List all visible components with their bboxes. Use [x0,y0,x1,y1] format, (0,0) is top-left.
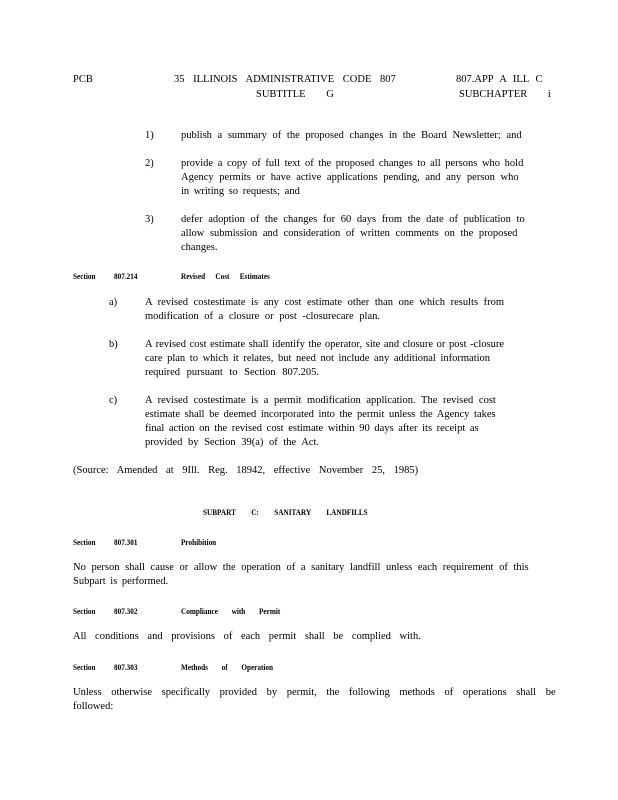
list-item-number: 3) [145,214,154,225]
list-item-text: estimate shall be deemed incorporated into the permit unless the Agency takes [145,409,496,420]
list-item-letter: c) [109,395,118,406]
section-label: Section [73,271,96,281]
list-item-text: Agency permits or have active applications pending, and any person who [181,172,519,183]
body-line: All conditions and provisions of each permit shall be complied with. [73,631,421,642]
subpart-heading: SUBPART C: SANITARY LANDFILLS [203,507,368,517]
list-item-text: changes. [181,242,218,253]
list-item-text: allow submission and consideration of written comments on the proposed [181,228,518,239]
body-line: No person shall cause or allow the operation of a sanitary landfill unless each requirement of this [73,562,529,573]
section-title: Revised Cost Estimates [181,271,270,281]
source-note: (Source: Amended at 9Ill. Reg. 18942, effective November 25, 1985) [73,465,419,476]
list-item-text: A revised cost estimate shall identify the operator, site and closure or post -closure [145,339,504,350]
list-item-letter: a) [109,297,118,308]
list-item-number: 2) [145,158,154,169]
list-item-text: required pursuant to Section 807.205. [145,367,320,378]
header-right-line1: 807.APP A ILL C [456,74,543,85]
section-number: 807.301 [114,537,138,547]
body-line: Unless otherwise specifically provided by permit, the following methods of operations shall be [73,687,556,698]
header-center-line2: SUBTITLE G [256,89,334,100]
section-title: Prohibition [181,537,217,547]
body-line: Subpart is performed. [73,576,169,587]
section-title: Compliance with Permit [181,606,281,616]
list-item-text: publish a summary of the proposed changes in the Board Newsletter; and [181,130,522,141]
section-label: Section [73,662,96,672]
section-number: 807.302 [114,606,138,616]
list-item-text: in writing so requests; and [181,186,300,197]
section-label: Section [73,606,96,616]
header-right-line2: SUBCHAPTER i [459,89,551,100]
section-label: Section [73,537,96,547]
header-center-line1: 35 ILLINOIS ADMINISTRATIVE CODE 807 [174,74,396,85]
list-item-text: A revised costestimate is a permit modification application. The revised cost [145,395,496,406]
list-item-text: care plan to which it relates, but need not include any additional information [145,353,491,364]
list-item-text: defer adoption of the changes for 60 days from the date of publication to [181,214,525,225]
section-title: Methods of Operation [181,662,274,672]
list-item-number: 1) [145,130,154,141]
list-item-text: final action on the revised cost estimate within 90 days after its receipt as [145,423,479,434]
list-item-text: modification of a closure or post -closurecare plan. [145,311,381,322]
body-line: followed: [73,701,114,712]
section-number: 807.214 [114,271,138,281]
list-item-letter: b) [109,339,118,350]
section-number: 807.303 [114,662,138,672]
list-item-text: provided by Section 39(a) of the Act. [145,437,320,448]
list-item-text: provide a copy of full text of the proposed changes to all persons who hold [181,158,524,169]
list-item-text: A revised costestimate is any cost estimate other than one which results from [145,297,505,308]
header-left: PCB [73,74,93,85]
